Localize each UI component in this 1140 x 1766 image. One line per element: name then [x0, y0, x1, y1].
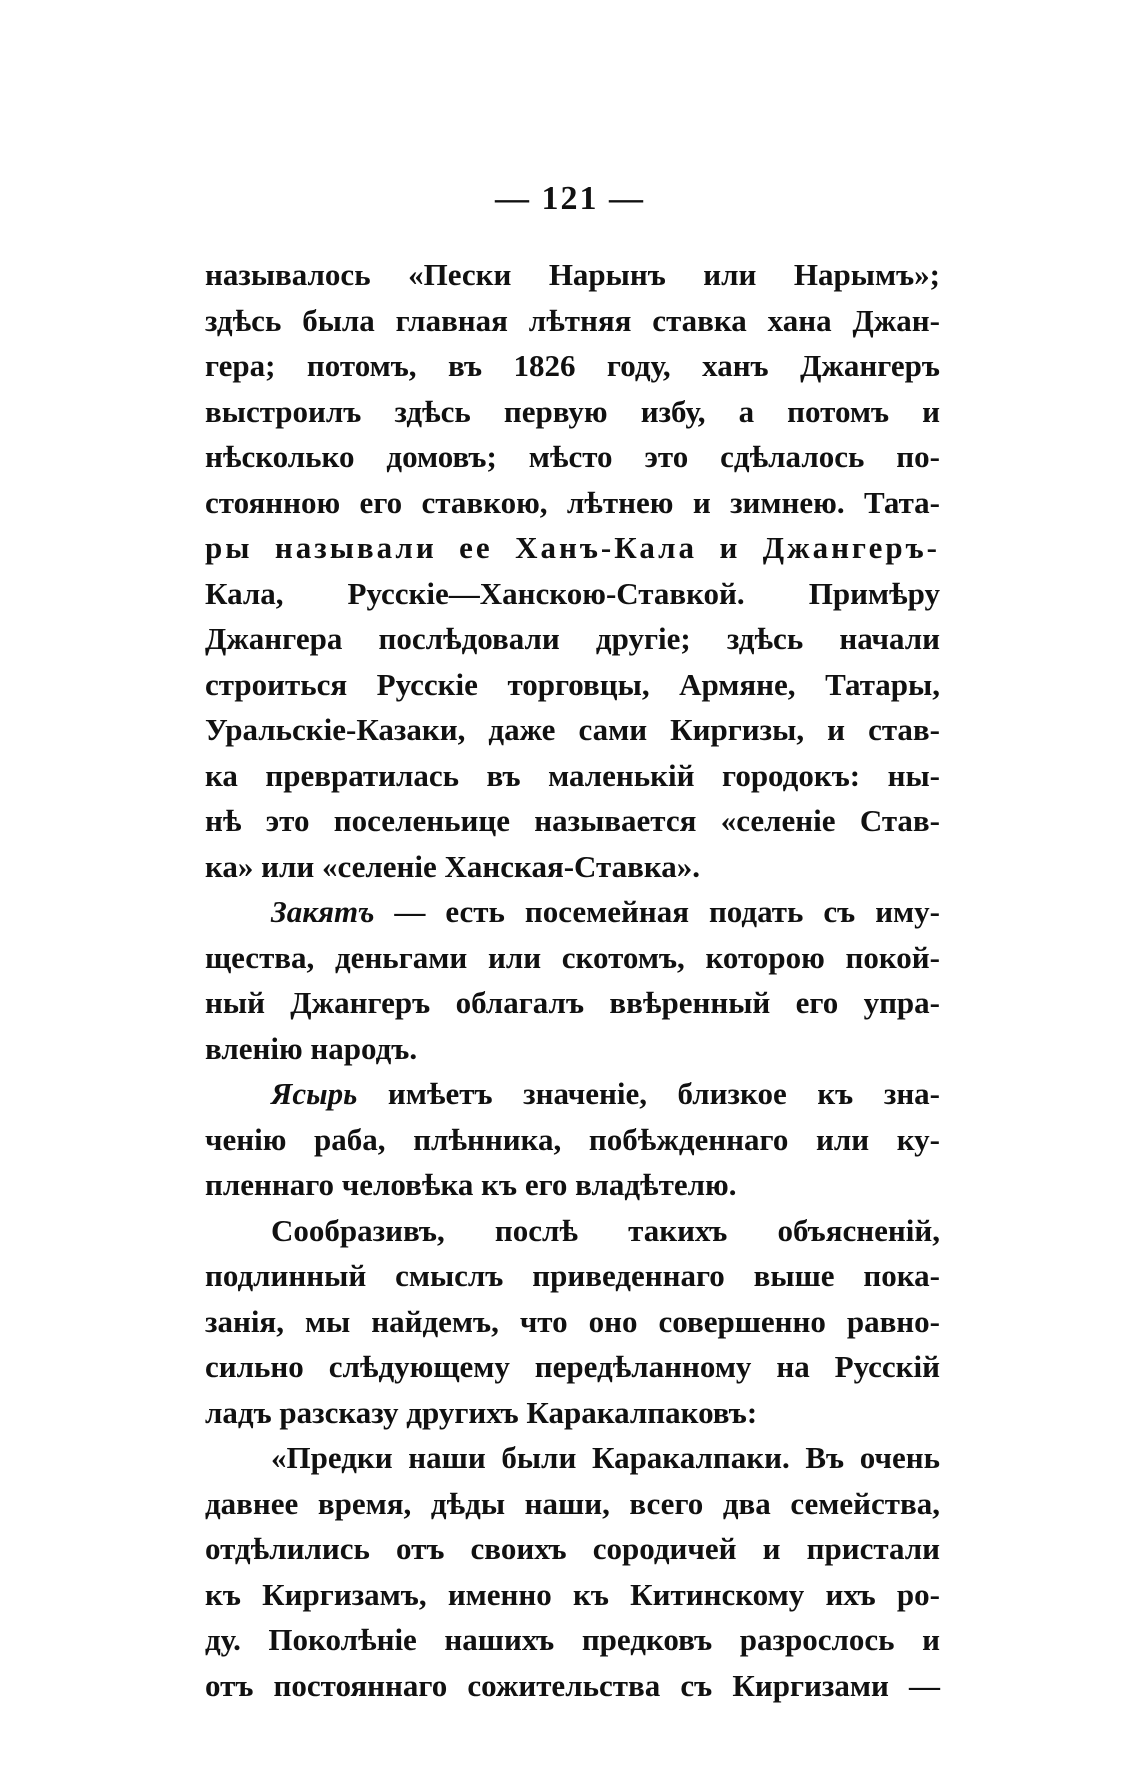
- line-text: Кала, Русскіе—Ханскою-Ставкой. Примѣру: [205, 575, 940, 611]
- line-text: выстроилъ здѣсь первую избу, а потомъ и: [205, 393, 940, 429]
- line-text: подлинный смыслъ приведеннаго выше пока-: [205, 1258, 940, 1293]
- text-line: [205, 1390, 940, 1436]
- line-text: строиться Русскіе торговцы, Армяне, Татары,: [205, 666, 940, 702]
- italic-term: Закятъ: [271, 894, 375, 929]
- text-line: [205, 1526, 940, 1572]
- line-text: ры называли ее Ханъ-Кала и Джангеръ-: [205, 530, 940, 565]
- line-text: имѣетъ значеніе, близкое къ зна-: [357, 1076, 940, 1111]
- text-line: [205, 1026, 940, 1072]
- text-line: [205, 1617, 940, 1663]
- line-text: занія, мы найдемъ, что оно совершенно равно-: [205, 1303, 940, 1339]
- page-number: — 121 —: [495, 180, 645, 217]
- line-text: ченію раба, плѣнника, побѣжденнаго или ку-: [205, 1121, 940, 1157]
- body-text: [205, 252, 940, 1708]
- line-text: Уральскіе-Казаки, даже сами Киргизы, и став-: [205, 712, 940, 747]
- text-line: [205, 1481, 940, 1527]
- line-text: «Предки наши были Каракалпаки. Въ очень: [271, 1440, 940, 1475]
- text-line: [205, 1117, 940, 1163]
- text-line: [205, 1299, 940, 1345]
- line-text: нѣсколько домовъ; мѣсто это сдѣлалось по-: [205, 439, 940, 474]
- text-line: [205, 889, 940, 935]
- line-text: къ Киргизамъ, именно къ Китинскому ихъ ро-: [205, 1576, 940, 1612]
- text-line: [205, 1435, 940, 1481]
- line-text: сильно слѣдующему передѣланному на Русскій: [205, 1349, 940, 1384]
- line-text: пленнаго человѣка къ его владѣтелю.: [205, 1167, 737, 1202]
- italic-term: Ясырь: [271, 1076, 358, 1111]
- line-text: ду. Поколѣніе нашихъ предковъ разрослось и: [205, 1622, 940, 1657]
- text-line: [205, 1253, 940, 1299]
- text-line: [205, 343, 940, 389]
- text-line: [205, 662, 940, 708]
- text-line: [205, 1344, 940, 1390]
- line-text: отдѣлились отъ своихъ сородичей и пристали: [205, 1531, 940, 1566]
- line-text: нѣ это поселеньице называется «селеніе Став-: [205, 803, 940, 838]
- text-line: [205, 1162, 940, 1208]
- line-text: ка превратилась въ маленькій городокъ: ны-: [205, 757, 940, 793]
- line-text: здѣсь была главная лѣтняя ставка хана Джан-: [205, 302, 940, 338]
- text-line: [205, 616, 940, 662]
- text-line: [205, 480, 940, 526]
- line-text: отъ постояннаго сожительства съ Киргизами —: [205, 1667, 940, 1703]
- text-line: [205, 844, 940, 890]
- text-line: [205, 571, 940, 617]
- text-line: [205, 753, 940, 799]
- text-line: [205, 389, 940, 435]
- text-line: [205, 1071, 940, 1117]
- text-line: [205, 252, 940, 298]
- text-line: [205, 980, 940, 1026]
- text-line: [205, 298, 940, 344]
- line-text: называлось «Пески Нарынъ или Нарымъ»;: [205, 257, 940, 292]
- line-text: ный Джангеръ облагалъ ввѣренный его упра-: [205, 985, 940, 1020]
- text-line: [205, 707, 940, 753]
- line-text: ка» или «селеніе Ханская-Ставка».: [205, 848, 701, 884]
- line-text: стоянною его ставкою, лѣтнею и зимнею. Тата-: [205, 484, 940, 520]
- text-line: [205, 1663, 940, 1709]
- line-text: вленію народъ.: [205, 1030, 418, 1066]
- line-text: — есть посемейная подать съ иму-: [374, 894, 940, 929]
- line-text: ладъ разсказу другихъ Каракалпаковъ:: [205, 1394, 758, 1430]
- line-text: Сообразивъ, послѣ такихъ объясненій,: [271, 1212, 940, 1248]
- text-line: [205, 935, 940, 981]
- text-line: [205, 525, 940, 571]
- line-text: Джангера послѣдовали другіе; здѣсь начали: [205, 621, 940, 656]
- text-line: [205, 1572, 940, 1618]
- line-text: гера; потомъ, въ 1826 году, ханъ Джангеръ: [205, 348, 940, 383]
- line-text: щества, деньгами или скотомъ, которою покой-: [205, 939, 940, 975]
- text-line: [205, 798, 940, 844]
- line-text: давнее время, дѣды наши, всего два семейства,: [205, 1485, 940, 1521]
- text-line: [205, 1208, 940, 1254]
- text-line: [205, 434, 940, 480]
